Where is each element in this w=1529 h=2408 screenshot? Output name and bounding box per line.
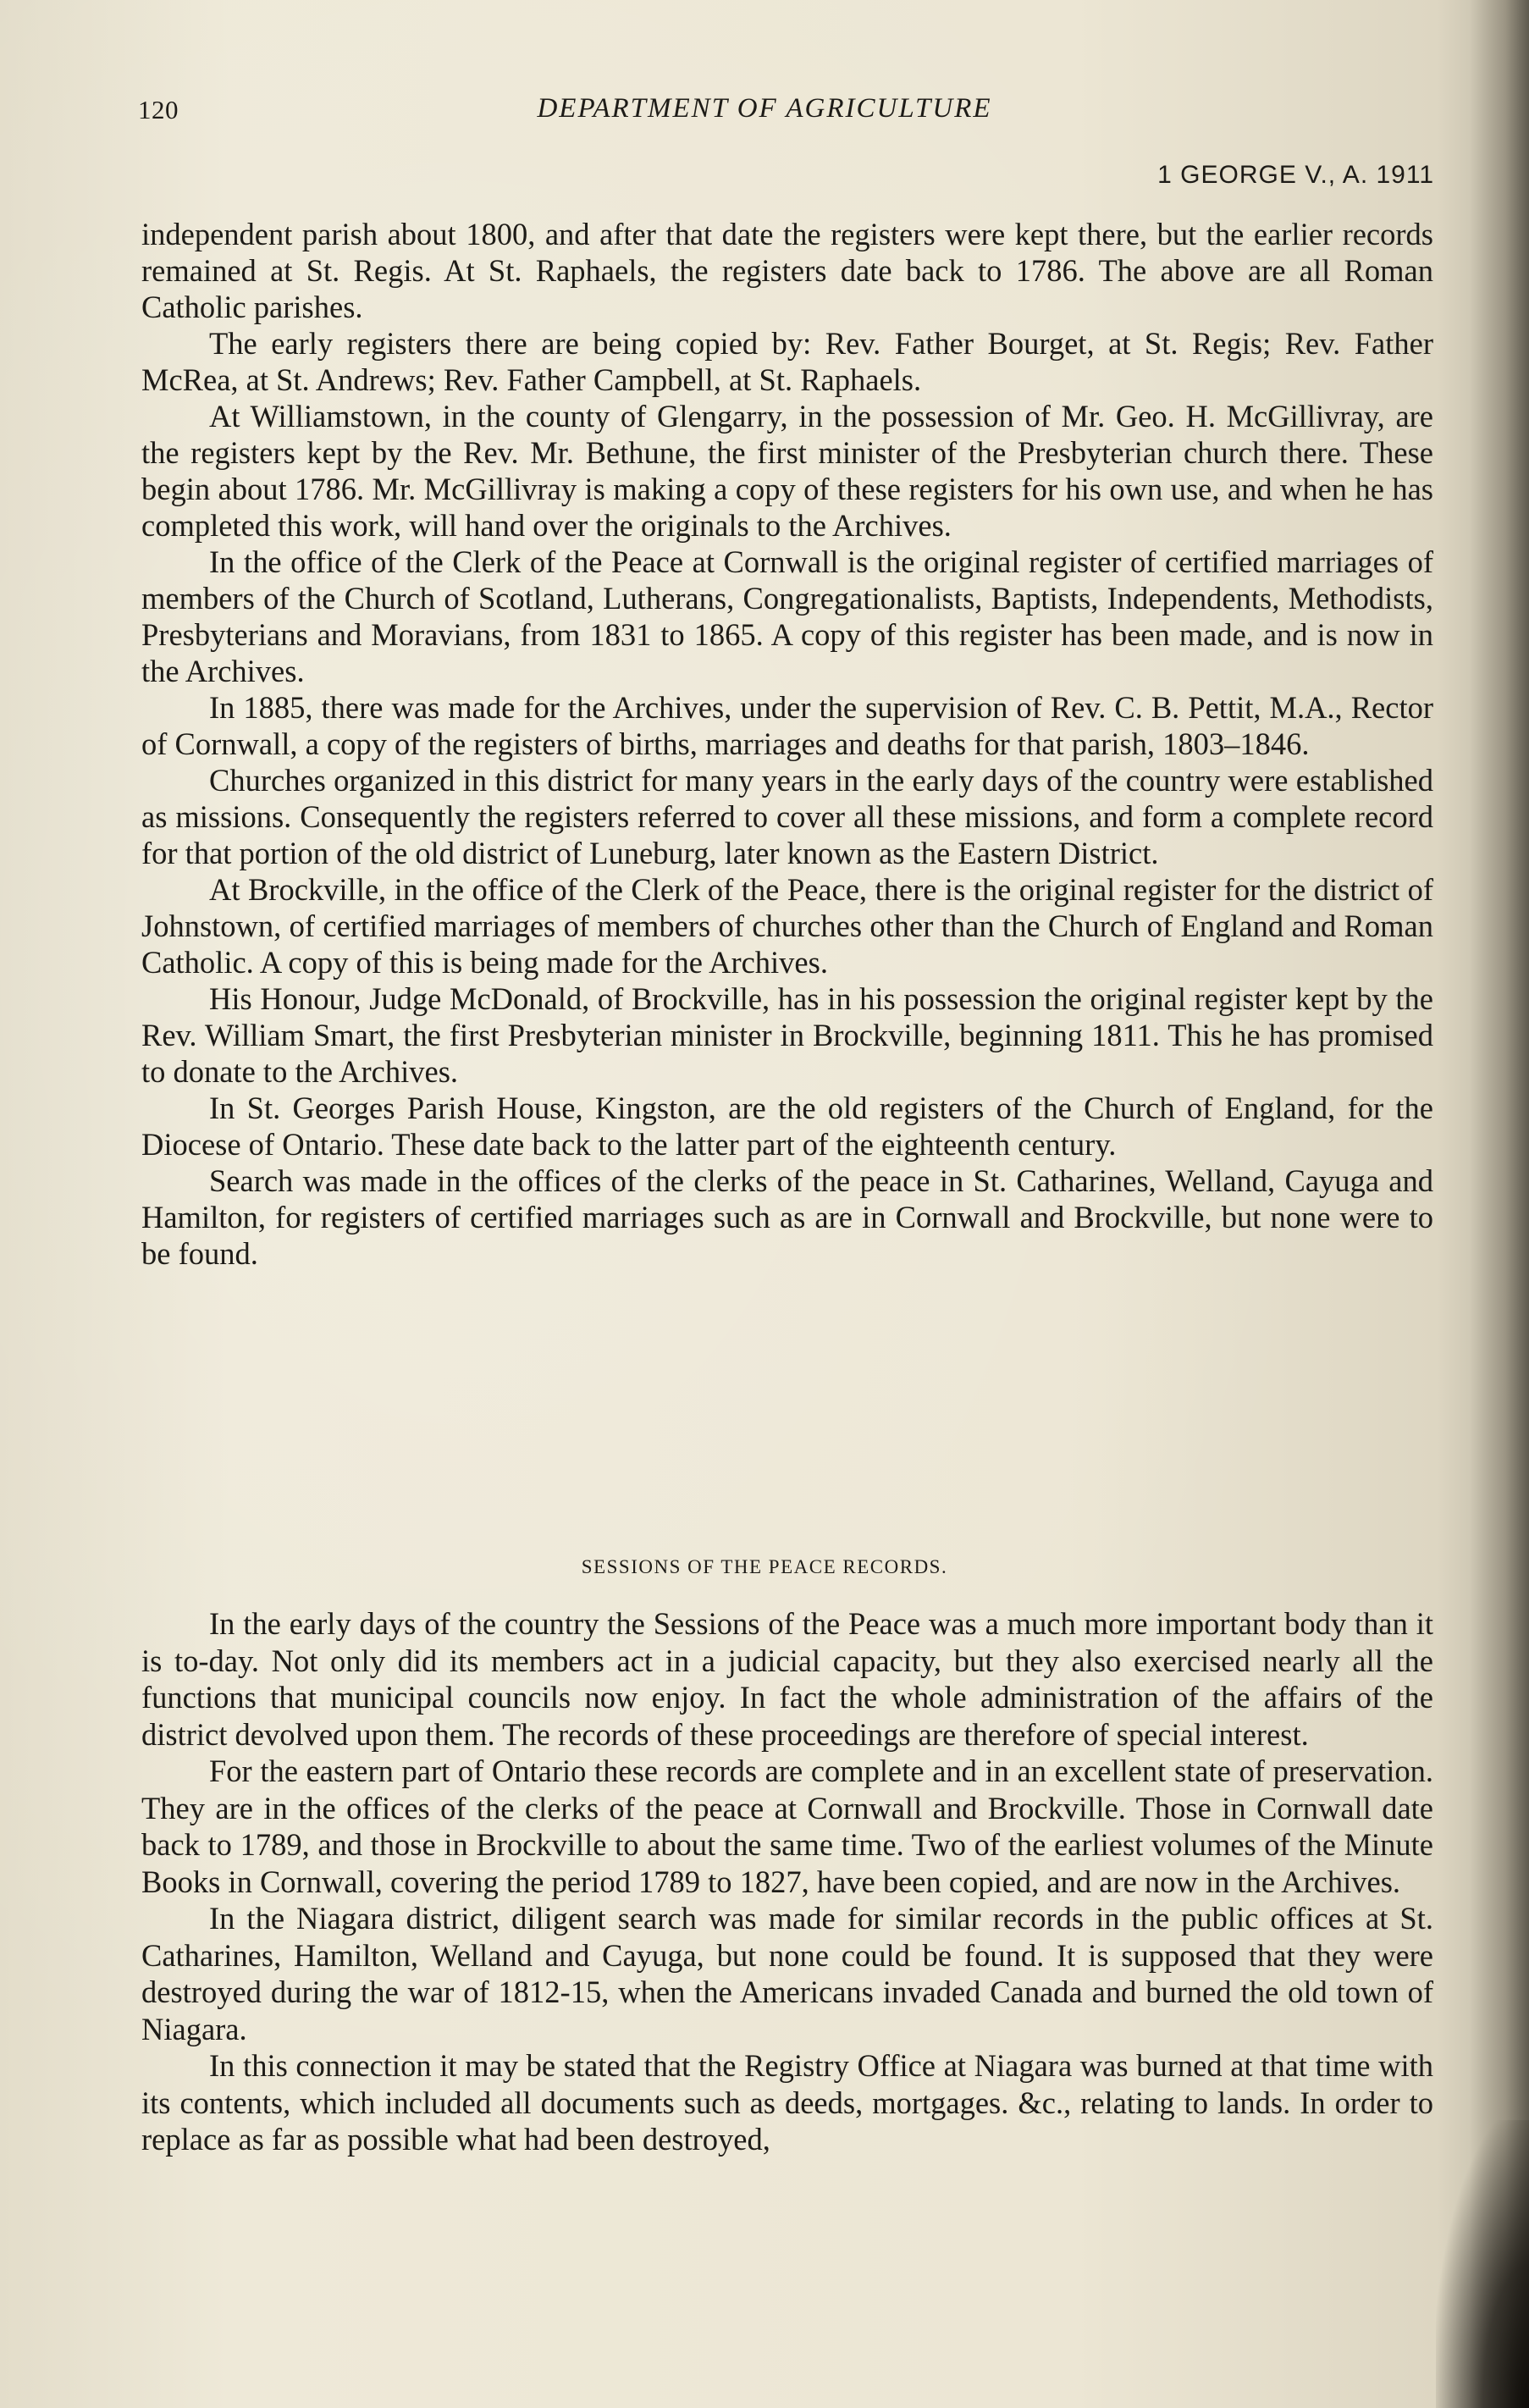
paragraph: His Honour, Judge McDonald, of Brockville, has in his possession the original register kept by the Rev. William Smart, the first Presbyterian minister in Brockville, beginning 1811. This he has promised to donate to the Archives. <box>141 981 1433 1089</box>
paragraph: In St. Georges Parish House, Kingston, are the old registers of the Church of England, for the Diocese of Ontario. These date back to the latter part of the eighteenth century. <box>141 1091 1433 1162</box>
paragraph: For the eastern part of Ontario these records are complete and in an excellent state of preservation. They are in the offices of the clerks of the peace at Cornwall and Brockville. Those in Cornwall date back to 1789, and those in Brockville to about the same time. Two of the earliest volumes of the Minute Books in Cornwall, covering the period 1789 to 1827, have been copied, and are now in the Archives. <box>141 1754 1433 1899</box>
paragraph: The early registers there are being copied by: Rev. Father Bourget, at St. Regis; Rev. Father McRea, at St. Andrews; Rev. Father Campbell, at St. Raphaels. <box>141 326 1433 397</box>
paragraph: In 1885, there was made for the Archives, under the supervision of Rev. C. B. Pettit, M.A., Rector of Cornwall, a copy of the registers of births, marriages and deaths for that parish, 1803–1846. <box>141 690 1433 761</box>
paragraph: In this connection it may be stated that the Registry Office at Niagara was burned at that time with its contents, which included all documents such as deeds, mortgages. &c., relating to lands. In order to replace as far as possible what had been destroyed, <box>141 2048 1433 2157</box>
paragraph: At Brockville, in the office of the Clerk of the Peace, there is the original register for the district of Johnstown, of certified marriages of members of churches other than the Church of England and Roman Catholic. A copy of this is being made for the Archives. <box>141 872 1433 980</box>
paragraph: In the Niagara district, diligent search was made for similar records in the public offices at St. Catharines, Hamilton, Welland and Cayuga, but none could be found. It is supposed that they were destroyed during the war of 1812-15, when the Americans invaded Canada and burned the old town of Niagara. <box>141 1901 1433 2046</box>
main-text <box>141 216 1433 1272</box>
page-edge-shadow <box>1470 0 1529 2408</box>
page-corner-shadow <box>1436 2120 1529 2408</box>
paragraph: Search was made in the offices of the clerks of the peace in St. Catharines, Welland, Cayuga and Hamilton, for registers of certified marriages such as are in Cornwall and Brockville, but none were to be found. <box>141 1163 1433 1271</box>
paragraph: At Williamstown, in the county of Glengarry, in the possession of Mr. Geo. H. McGillivray, are the registers kept by the Rev. Mr. Bethune, the first minister of the Presbyterian church there. These begin about 1786. Mr. McGillivray is making a copy of these registers for his own use, and when he has completed this work, will hand over the originals to the Archives. <box>141 399 1433 543</box>
paragraph: In the office of the Clerk of the Peace at Cornwall is the original register of certified marriages of members of the Church of Scotland, Lutherans, Congregationalists, Baptists, Independents, Methodists, Presbyterians and Moravians, from 1831 to 1865. A copy of this register has been made, and is now in the Archives. <box>141 544 1433 688</box>
running-title: DEPARTMENT OF AGRICULTURE <box>537 93 992 124</box>
paragraph: Churches organized in this district for many years in the early days of the country were established as missions. Consequently the registers referred to cover all these missions, and form a complete record for that portion of the old district of Luneburg, later known as the Eastern District. <box>141 763 1433 870</box>
section-heading: SESSIONS OF THE PEACE RECORDS. <box>581 1556 948 1577</box>
paragraph: independent parish about 1800, and after that date the registers were kept there, but the earlier records remained at St. Regis. At St. Raphaels, the registers date back to 1786. The above are all Roman Catholic parishes. <box>141 217 1433 324</box>
page-number: 120 <box>138 95 179 124</box>
paragraph: In the early days of the country the Sessions of the Peace was a much more important body than it is to-day. Not only did its members act in a judicial capacity, but they also exercised nearly all the functions that municipal councils now enjoy. In fact the whole administration of the affairs of the district devolved upon them. The records of these proceedings are therefore of special interest. <box>141 1606 1433 1752</box>
session-label: 1 GEORGE V., A. 1911 <box>1157 161 1434 189</box>
section-text <box>141 1605 1433 2158</box>
